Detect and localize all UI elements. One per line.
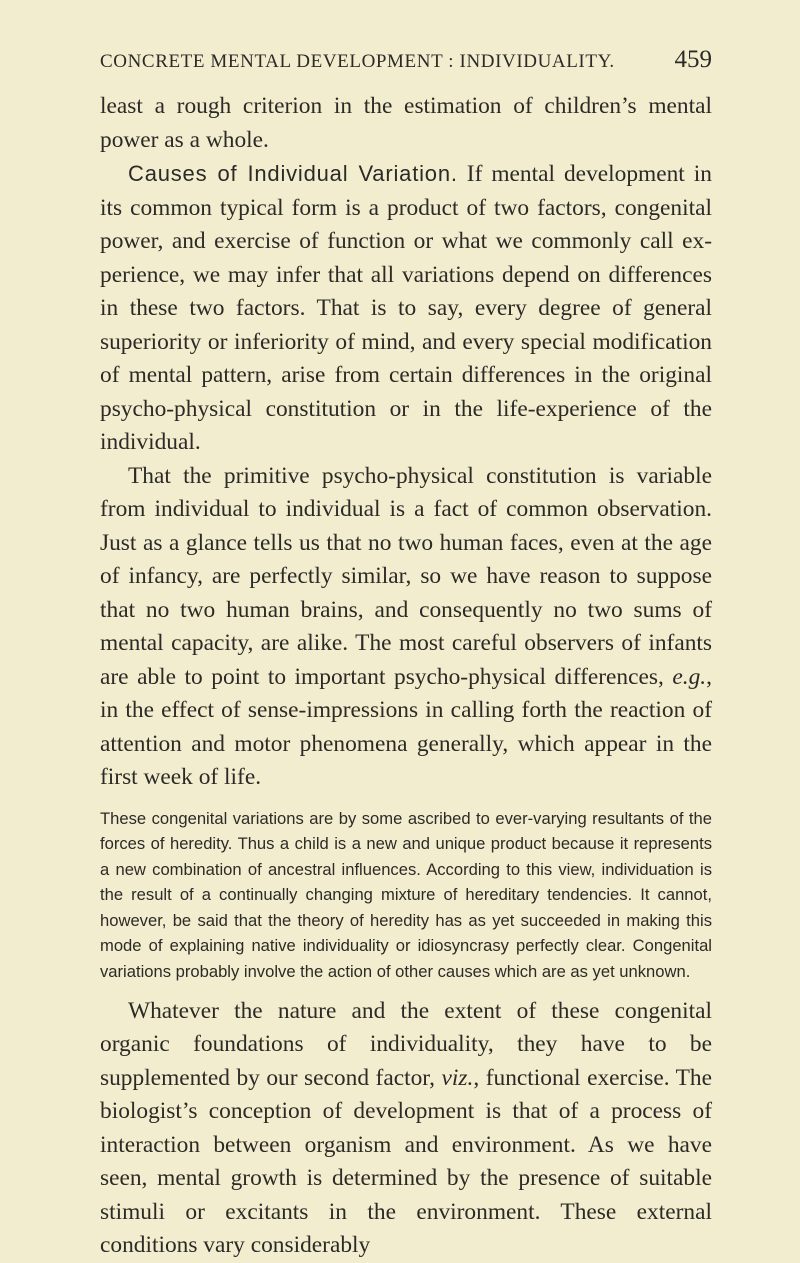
small-print-paragraph: [100, 806, 712, 985]
paragraph-text-part: That the primitive psycho-physical constitution is variable from individual to individual is a fact of common observation. Just as a glance tells us that no two human faces, even at the age of infancy, are perfectly similar, so we have reason to suppose that no two human brains, and consequently no two sums of mental capacity, are alike. The most careful observers of infants are able to point to important psycho-physical differences,: [100, 462, 712, 690]
paragraph-continuation: [100, 90, 712, 157]
section-heading: Causes of Individual Variation.: [128, 161, 458, 186]
running-head-title: CONCRETE MENTAL DEVELOPMENT : INDIVIDUALITY.: [100, 51, 615, 72]
italic-abbreviation: viz.: [441, 1064, 474, 1091]
paragraph-functional-exercise: [100, 995, 712, 1263]
paragraph-individual-variation-text: If mental development in its common typical form is a product of two factors, congenital power, and exercise of function or what we commonly call experience, we may infer that all variations depend on differences in these two factors. That is to say, every degree of general superiority or inferiority of mind, and every special modification of mental pattern, arise from certain differences in the original psycho-physical constitution or in the life-experience of the individual.: [100, 161, 712, 455]
page-number: 459: [674, 46, 712, 73]
small-print-note: [100, 806, 712, 985]
paragraph-text-part: , functional exercise. The biologist’s conception of development is that of a process of interaction between organism and environment. As we have seen, mental growth is determined by the presence of suitable stimuli or excitants in the environment. These external conditions vary considerably: [100, 1064, 713, 1259]
paragraph-text-part: Whatever the nature and the extent of these congenital organic foundations of individuality, they have to be supplemented by our second factor,: [100, 997, 712, 1091]
small-print-text: These congenital variations are by some ascribed to ever-varying resultants of the forces of heredity. Thus a child is a new and unique product because it represents a new combination of ancestral influences. According to this view, individuation is the result of a continually changing mixture of hereditary tendencies. It cannot, however, be said that the theory of heredity has as yet succeeded in making this mode of explaining native individuality or idiosyncrasy perfectly clear. Congenital variations probably involve the action of other causes which are as yet unknown.: [100, 808, 712, 982]
running-head: [100, 46, 712, 86]
paragraph-individual-variation: [100, 157, 712, 460]
paragraph-text-part: , in the effect of sense-impressions in calling forth the reaction of attention and motor phenomena generally, which appear in the first week of life.: [100, 663, 712, 790]
paragraph-psycho-physical-constitution: [100, 460, 712, 795]
italic-abbreviation: e.g.: [672, 663, 707, 690]
paragraph-continuation-text: least a rough criterion in the estimation of children’s mental power as a whole.: [100, 93, 712, 153]
body-text: [100, 90, 712, 1263]
